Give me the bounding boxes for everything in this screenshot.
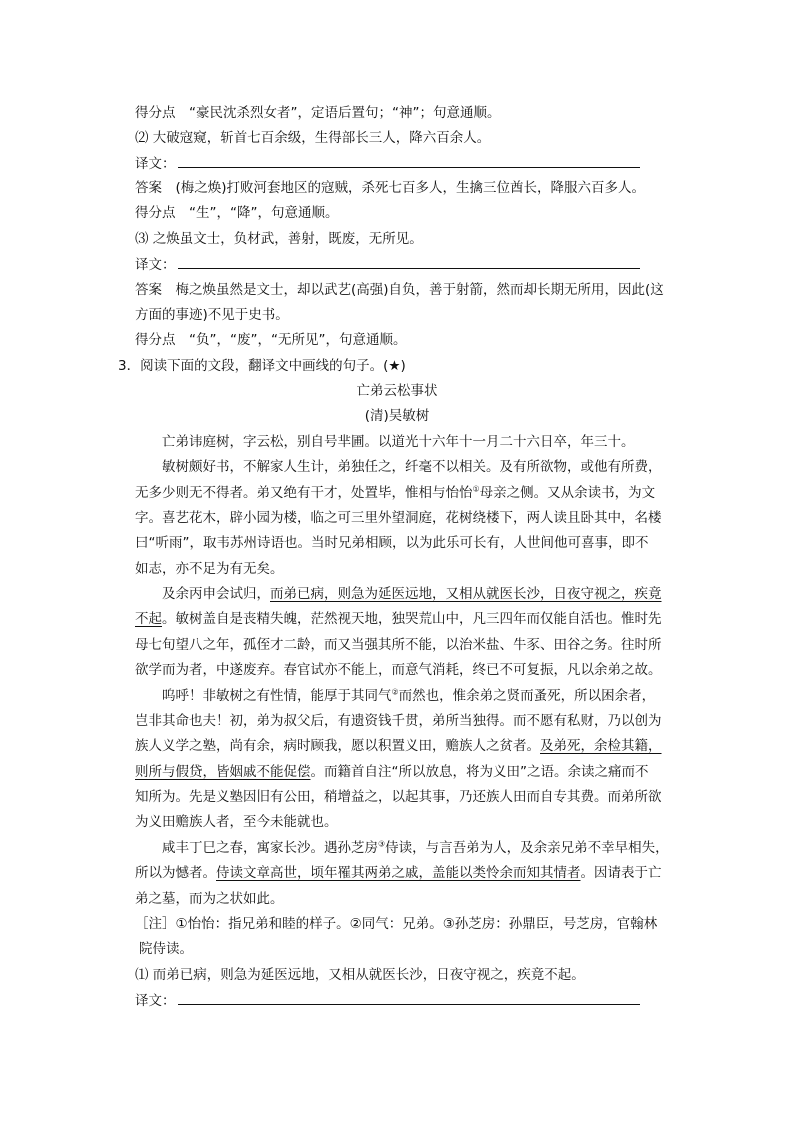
text-span: 。而籍首自注“所以放息，将为义田”之语。余读之痛而不	[310, 764, 649, 780]
sub-question-3: ⑶ 之焕虽文士，负材武，善射，既废，无所见。	[135, 231, 423, 247]
paragraph-4-line	[135, 737, 662, 755]
text-span: 母亲之侧。又从余读书，为文	[479, 485, 656, 501]
footnote-line-cont: 院侍读。	[139, 941, 193, 957]
text-span: 咸丰丁巳之春，寓家长沙。遇孙芝房	[162, 840, 378, 856]
translation-line	[135, 154, 640, 172]
paragraph-4-line	[162, 687, 655, 705]
paragraph-1: 亡弟讳庭树，字云松，别自号芈圃。以道光十六年十一月二十六日卒，年三十。	[162, 434, 635, 450]
paragraph-5-line: 弟之墓，而为之状如此。	[135, 891, 284, 907]
question-number: 3．	[118, 358, 141, 374]
paragraph-5-line	[162, 839, 669, 857]
translation-blank[interactable]	[178, 991, 640, 1005]
score-point-line: 得分点 “豪民沈杀烈女者”，定语后置句；“神”；句意通顺。	[135, 105, 501, 121]
score-point-line: 得分点 “负”，“废”，“无所见”，句意通顺。	[135, 332, 407, 348]
footnote-marker: ③	[378, 839, 386, 849]
paragraph-2-line: 曰“听雨”，取韦苏州诗语也。当时兄弟相顾，以为此乐可长有，人世间他可喜事，即不	[135, 535, 649, 551]
paragraph-3-line	[135, 610, 662, 628]
text-span: 而然也，惟余弟之贤而蚤死，所以困余者，	[398, 688, 656, 704]
translation-line	[135, 255, 640, 273]
answer-line-cont: 方面的事迹)不见于史书。	[135, 307, 289, 323]
answer-line: 答案 (梅之焕)打败河套地区的寇贼，杀死七百多人，生擒三位酋长，降服六百多人。	[135, 180, 646, 196]
text-span: 。因请表于亡	[580, 865, 662, 881]
translation-label: 译文：	[135, 257, 176, 273]
underlined-sentence-2: 及弟死，余检其籍，	[540, 738, 662, 754]
passage-title: 亡弟云松事状	[356, 383, 438, 399]
sub-question-1: ⑴ 而弟已病，则急为延医远地，又相从就医长沙，日夜守视之，疾竟不起。	[135, 967, 585, 983]
text-span: 。敏树盖自是丧精失魄，茫然视天地，独哭荒山中，凡三四年而仅能自活也。惟时先	[162, 611, 662, 627]
paragraph-4-line: 岂非其命也夫！初，弟为叔父后，有遗资钱千贯，弟所当独得。而不愿有私财，乃以创为	[135, 713, 662, 729]
score-point-line: 得分点 “生”，“降”，句意通顺。	[135, 205, 339, 221]
question-text: 阅读下面的文段，翻译文中画线的句子。(★)	[140, 358, 406, 374]
footnote-line: ［注］①怡怡：指兄弟和睦的样子。②同气：兄弟。③孙芝房：孙鼎臣，号芝房，官翰林	[135, 916, 658, 932]
footnote-marker: ①	[472, 484, 480, 494]
translation-label: 译文：	[135, 993, 176, 1009]
text-span: 所以为憾者。	[135, 865, 216, 881]
paragraph-4-line: 为义田赡族人者，至今未能就也。	[135, 814, 338, 830]
translation-label: 译文：	[135, 156, 176, 172]
text-span: 侍读，与言吾弟为人，及余亲兄弟不幸早相失，	[385, 840, 669, 856]
paragraph-3-line	[162, 585, 662, 603]
text-span: 族人义学之塾，尚有余，病时顾我，愿以积置义田，赡族人之贫者。	[135, 738, 540, 754]
paragraph-3-line: 母七旬望八之年，孤侄才二龄，而又当强其所不能，以治米盐、牛豕、田谷之务。往时所	[135, 637, 662, 653]
answer-line: 答案 梅之焕虽然是文士，却以武艺(高强)自负，善于射箭，然而却长期无所用，因此(这	[135, 282, 664, 298]
translation-blank[interactable]	[178, 255, 640, 269]
paragraph-2-line	[135, 484, 655, 502]
passage-author: (清)吴敏树	[364, 408, 430, 424]
underlined-sentence-2-end: 则所与假贷，皆姻戚不能促偿	[135, 764, 311, 780]
translation-blank[interactable]	[178, 154, 640, 168]
text-span: 呜呼！非敏树之有性情，能厚于其同气	[162, 688, 392, 704]
footnote-marker: ②	[391, 687, 399, 697]
paragraph-5-line	[135, 864, 662, 882]
underlined-sentence-1-end: 不起	[135, 611, 162, 627]
paragraph-2-line: 如志，亦不足为有无矣。	[135, 561, 284, 577]
underlined-sentence-1: 而弟已病，则急为延医远地，又相从就医长沙，日夜守视之，疾竟	[270, 586, 662, 602]
text-span: 及余丙申会试归，	[162, 586, 270, 602]
text-span: 无多少则无不得者。弟又绝有干才，处置毕，惟相与怡怡	[135, 485, 473, 501]
underlined-sentence-3: 侍读文章高世，顷年罹其两弟之戚，盖能以类怜余而知其情者	[216, 865, 581, 881]
paragraph-4-line: 知所为。先是义塾因旧有公田，稍增益之，以起其事，乃还族人田而自专其费。而弟所欲	[135, 789, 662, 805]
paragraph-2-line: 敏树颇好书，不解家人生计，弟独任之，纤毫不以相关。及有所欲物，或他有所费，	[162, 459, 662, 475]
paragraph-4-line	[135, 763, 649, 781]
translation-line	[135, 991, 640, 1009]
paragraph-3-line: 欲学而为者，中遂废弃。春官试亦不能上，而意气消耗，终已不可复振，凡以余弟之故。	[135, 662, 662, 678]
question-3-prompt	[118, 357, 406, 375]
paragraph-2-line: 字。喜艺花木，辟小园为楼，临之可三里外望洞庭，花树绕楼下，两人读且卧其中，名楼	[135, 510, 662, 526]
sub-question-2: ⑵ 大破寇窥，斩首七百余级，生得部长三人，降六百余人。	[135, 130, 491, 146]
